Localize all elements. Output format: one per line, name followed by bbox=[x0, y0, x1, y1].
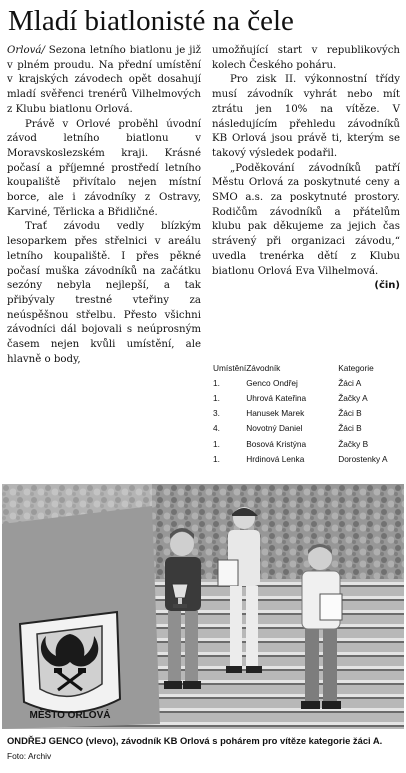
table-row bbox=[213, 421, 401, 436]
photo-illustration bbox=[2, 484, 404, 729]
caption-text: ONDŘEJ GENCO (vlevo), závodník KB Orlová s pohárem pro vítěze kategorie žáci A. bbox=[7, 735, 383, 746]
competitor-cell: Novotný Daniel bbox=[246, 423, 303, 434]
competitor-cell: Bosová Kristýna bbox=[246, 438, 307, 449]
city-flag bbox=[2, 506, 160, 729]
article-photo bbox=[2, 484, 404, 729]
table-row bbox=[213, 451, 401, 466]
paragraph-5: Pro zisk II. výkonnostní třídy musí závodník vyhrát nebo mít ztrátu jen 10% na vítěze. V následujícím přehledu závodníků KB Orlová jsou právě ti, kterým se takový výsledek podařil. bbox=[212, 74, 400, 159]
competitor-cell: Genco Ondřej bbox=[246, 377, 298, 388]
author-signature: (čin) bbox=[374, 280, 400, 292]
placement-cell: 3. bbox=[213, 408, 220, 419]
paragraph-4: umožňující start v republikových kolech Českého poháru. bbox=[212, 45, 400, 71]
paragraph-6: „Poděkování závodníků patří Městu Orlová za poskytnuté ceny a SMO a.s. za poskytnuté prostory. Rodičům závodníků a přátelům klubu pak děkujeme za jejich čas strávený při organizaci závodu,“ uvedla trenérka dětí z Klubu biatlonu Orlová Eva Vilhelmová. bbox=[212, 162, 400, 277]
article-headline: Mladí biatlonisté na čele bbox=[8, 5, 294, 37]
table-row bbox=[213, 406, 401, 421]
category-cell: Dorostenky A bbox=[338, 453, 388, 464]
table-row bbox=[213, 375, 401, 390]
category-cell: Žačky A bbox=[338, 392, 368, 403]
table-row bbox=[213, 390, 401, 405]
placement-cell: 1. bbox=[213, 453, 220, 464]
header-competitor: Závodník bbox=[246, 362, 281, 373]
diploma bbox=[218, 560, 238, 586]
article-column-right bbox=[212, 44, 400, 294]
results-table bbox=[213, 360, 401, 466]
category-cell: Žačky B bbox=[338, 438, 369, 449]
category-cell: Žáci A bbox=[338, 377, 362, 388]
header-category: Kategorie bbox=[338, 362, 374, 373]
diploma bbox=[320, 594, 342, 620]
flag-emblem-text: MĚSTO ORLOVÁ bbox=[29, 710, 111, 721]
competitor-cell: Hanusek Marek bbox=[246, 408, 305, 419]
competitor-cell: Uhrová Kateřina bbox=[246, 392, 307, 403]
category-cell: Žáci B bbox=[338, 423, 362, 434]
photo-caption bbox=[7, 733, 402, 764]
category-cell: Žáci B bbox=[338, 408, 362, 419]
paragraph-3: Trať závodu vedly blízkým lesoparkem přes střelnici v areálu letního koupaliště. I přes pěkné počasí muška závodníků na začátku sezóny nebyla nejlepší, a tak přibývaly trestné vteřiny za neúspěšnou střelbu. Přesto všichni závodníci dál bojovali s neúprosným časem nejen kvůli umístění, ale hlavně o body, bbox=[7, 221, 201, 365]
photo-credit: Foto: Archiv bbox=[7, 751, 52, 761]
placement-cell: 1. bbox=[213, 377, 220, 388]
table-row bbox=[213, 436, 401, 451]
placement-cell: 1. bbox=[213, 438, 220, 449]
dateline: Orlová/ bbox=[7, 45, 45, 56]
header-placement: Umístění bbox=[213, 362, 247, 373]
placement-cell: 1. bbox=[213, 392, 220, 403]
paragraph-2: Právě v Orlové proběhl úvodní závod letního biatlonu v Moravskoslezském kraji. Krásné počasí a příjemné prostředí letního koupaliště přivítalo nejen místní borce, ale i závodníky z Ostravy, Karviné, Těrlicka a Břidličné. bbox=[7, 118, 201, 218]
placement-cell: 4. bbox=[213, 423, 220, 434]
competitor-cell: Hrdinová Lenka bbox=[246, 453, 305, 464]
article-column-left bbox=[7, 44, 201, 367]
results-header-row bbox=[213, 360, 401, 375]
paragraph-1-text: Sezona letního biatlonu je již v plném proudu. Na přední umístění v krajských závodech opět dosahují mladí svěřenci trenérů Vilhelmových z Klubu biatlonu Orlová. bbox=[7, 45, 201, 115]
paragraph-1 bbox=[7, 44, 201, 118]
trophy-icon bbox=[172, 584, 188, 608]
